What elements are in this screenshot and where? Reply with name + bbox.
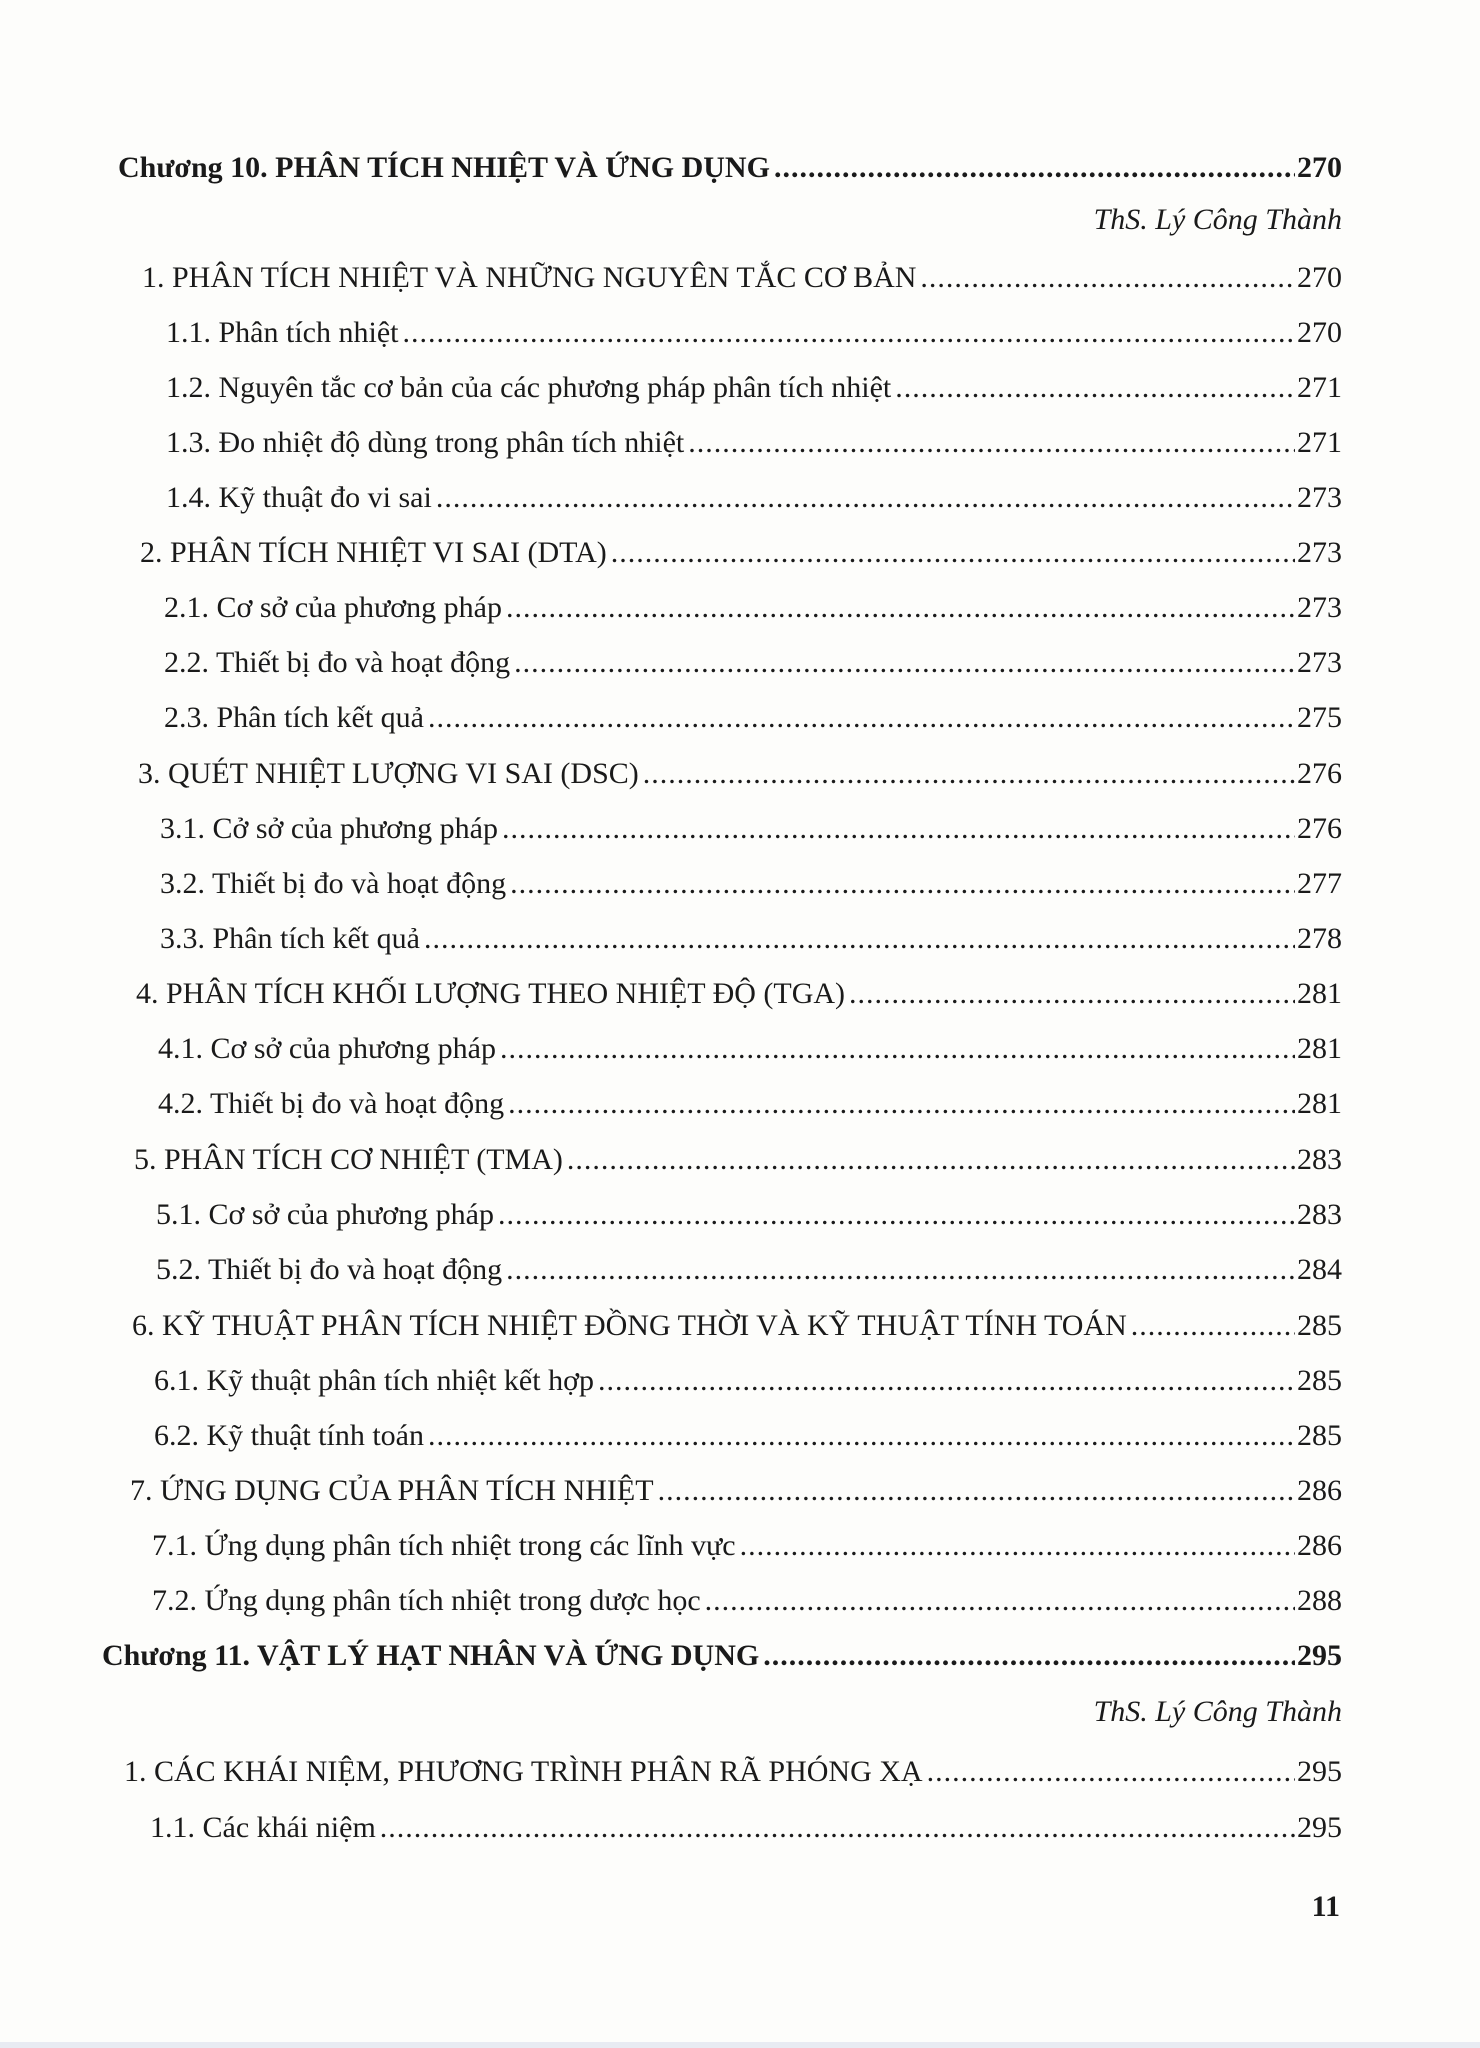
toc-entry: 5.1. Cơ sở của phương pháp ..... 283	[156, 1195, 1342, 1235]
toc-entry: 5. PHÂN TÍCH CƠ NHIỆT (TMA) ..... 283	[134, 1140, 1342, 1180]
toc-entry: 6. KỸ THUẬT PHÂN TÍCH NHIỆT ĐỒNG THỜI VÀ KỸ THUẬT TÍNH TOÁN ..... 285	[132, 1306, 1342, 1346]
toc-entry: 1.1. Các khái niệm ..... 295	[150, 1808, 1342, 1848]
toc-entry: 4. PHÂN TÍCH KHỐI LƯỢNG THEO NHIỆT ĐỘ (TGA) ..... 281	[136, 974, 1342, 1014]
page-number: 11	[1311, 1890, 1340, 1923]
toc-entry: 2.3. Phân tích kết quả ..... 275	[164, 698, 1342, 738]
toc-entry: 7.1. Ứng dụng phân tích nhiệt trong các lĩnh vực ..... 286	[152, 1526, 1342, 1566]
chapter-11-heading	[102, 1636, 1342, 1676]
chapter-10-page: 270	[1297, 151, 1342, 184]
toc-entry: 3. QUÉT NHIỆT LƯỢNG VI SAI (DSC) ..... 276	[138, 754, 1342, 794]
toc-entry: 6.1. Kỹ thuật phân tích nhiệt kết hợp ..... 285	[154, 1361, 1342, 1401]
toc-entry: 2.1. Cơ sở của phương pháp ..... 273	[164, 588, 1342, 628]
chapter-11-author: ThS. Lý Công Thành	[1093, 1695, 1342, 1728]
toc-entry: 1.4. Kỹ thuật đo vi sai ..... 273	[166, 478, 1342, 518]
chapter-10-heading	[118, 148, 1342, 188]
toc-entry: 2.2. Thiết bị đo và hoạt động ..... 273	[164, 643, 1342, 683]
toc-entry: 5.2. Thiết bị đo và hoạt động ..... 284	[156, 1250, 1342, 1290]
toc-entry: 3.1. Cở sở của phương pháp ..... 276	[160, 809, 1342, 849]
scan-edge	[0, 2042, 1480, 2048]
toc-entry: 2. PHÂN TÍCH NHIỆT VI SAI (DTA) ..... 273	[140, 533, 1342, 573]
toc-entry: 1. CÁC KHÁI NIỆM, PHƯƠNG TRÌNH PHÂN RÃ PHÓNG XẠ ..... 295	[124, 1752, 1342, 1792]
toc-entry: 1.3. Đo nhiệt độ dùng trong phân tích nhiệt ..... 271	[166, 423, 1342, 463]
chapter-10-author: ThS. Lý Công Thành	[1093, 203, 1342, 236]
toc-entry: 6.2. Kỹ thuật tính toán ..... 285	[154, 1416, 1342, 1456]
toc-entry: 1.2. Nguyên tắc cơ bản của các phương pháp phân tích nhiệt ..... 271	[166, 368, 1342, 408]
toc-entry: 1.1. Phân tích nhiệt ..... 270	[166, 313, 1342, 353]
chapter-11-page: 295	[1297, 1639, 1342, 1672]
toc-entry: 7. ỨNG DỤNG CỦA PHÂN TÍCH NHIỆT ..... 286	[130, 1471, 1342, 1511]
toc-entry: 3.2. Thiết bị đo và hoạt động ..... 277	[160, 864, 1342, 904]
toc-entry: 7.2. Ứng dụng phân tích nhiệt trong dược học ..... 288	[152, 1581, 1342, 1621]
chapter-11-title: Chương 11. VẬT LÝ HẠT NHÂN VÀ ỨNG DỤNG	[102, 1639, 760, 1672]
toc-entry: 3.3. Phân tích kết quả ..... 278	[160, 919, 1342, 959]
toc-entry: 1. PHÂN TÍCH NHIỆT VÀ NHỮNG NGUYÊN TẮC CƠ BẢN ..... 270	[142, 258, 1342, 298]
toc-entry: 4.2. Thiết bị đo và hoạt động ..... 281	[158, 1084, 1342, 1124]
chapter-10-title: Chương 10. PHÂN TÍCH NHIỆT VÀ ỨNG DỤNG	[118, 151, 770, 184]
toc-entry: 4.1. Cơ sở của phương pháp ..... 281	[158, 1029, 1342, 1069]
